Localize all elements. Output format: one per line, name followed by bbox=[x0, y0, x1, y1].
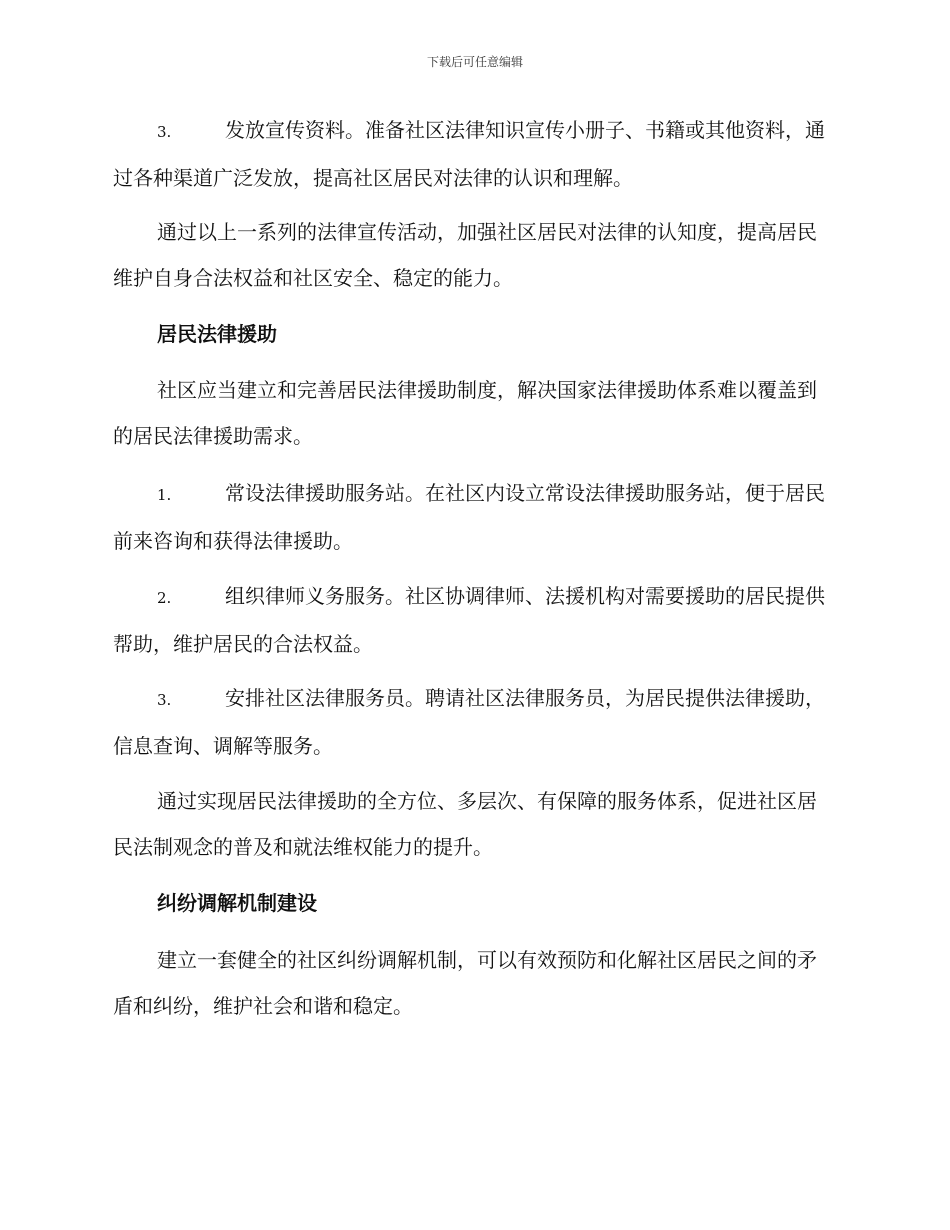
list-item-volunteer-lawyers bbox=[113, 573, 835, 667]
list-number: 2. bbox=[157, 589, 172, 607]
section-heading-legal-aid: 居民法律援助 bbox=[157, 322, 277, 346]
paragraph-legal-aid-intro: 社区应当建立和完善居民法律援助制度，解决国家法律援助体系难以覆盖到的居民法律援助需求。 bbox=[113, 378, 817, 448]
list-item-aid-station bbox=[113, 470, 835, 564]
list-item-text: 安排社区法律服务员。聘请社区法律服务员，为居民提供法律援助，信息查询、调解等服务。 bbox=[113, 686, 825, 758]
paragraph-dispute-mediation-intro: 建立一套健全的社区纠纷调解机制，可以有效预防和化解社区居民之间的矛盾和纠纷，维护社会和谐和稳定。 bbox=[113, 948, 817, 1018]
list-item-text: 发放宣传资料。准备社区法律知识宣传小册子、书籍或其他资料，通过各种渠道广泛发放，提高社区居民对法律的认识和理解。 bbox=[113, 118, 825, 190]
paragraph-legal-awareness-summary: 通过以上一系列的法律宣传活动，加强社区居民对法律的认知度，提高居民维护自身合法权益和社区安全、稳定的能力。 bbox=[113, 220, 817, 290]
page-header: 下载后可任意编辑 bbox=[426, 55, 523, 69]
list-number: 3. bbox=[157, 691, 172, 709]
paragraph-legal-aid-summary: 通过实现居民法律援助的全方位、多层次、有保障的服务体系，促进社区居民法制观念的普及和就法维权能力的提升。 bbox=[113, 789, 817, 859]
list-item-text: 组织律师义务服务。社区协调律师、法援机构对需要援助的居民提供帮助，维护居民的合法权益。 bbox=[113, 584, 825, 656]
list-item-text: 常设法律援助服务站。在社区内设立常设法律援助服务站，便于居民前来咨询和获得法律援助。 bbox=[113, 481, 825, 553]
list-number: 3. bbox=[157, 123, 172, 141]
list-number: 1. bbox=[157, 486, 172, 504]
list-item-distribute-materials bbox=[113, 107, 835, 201]
section-heading-dispute-mediation: 纠纷调解机制建设 bbox=[157, 891, 317, 915]
list-item-legal-service-staff bbox=[113, 675, 835, 769]
